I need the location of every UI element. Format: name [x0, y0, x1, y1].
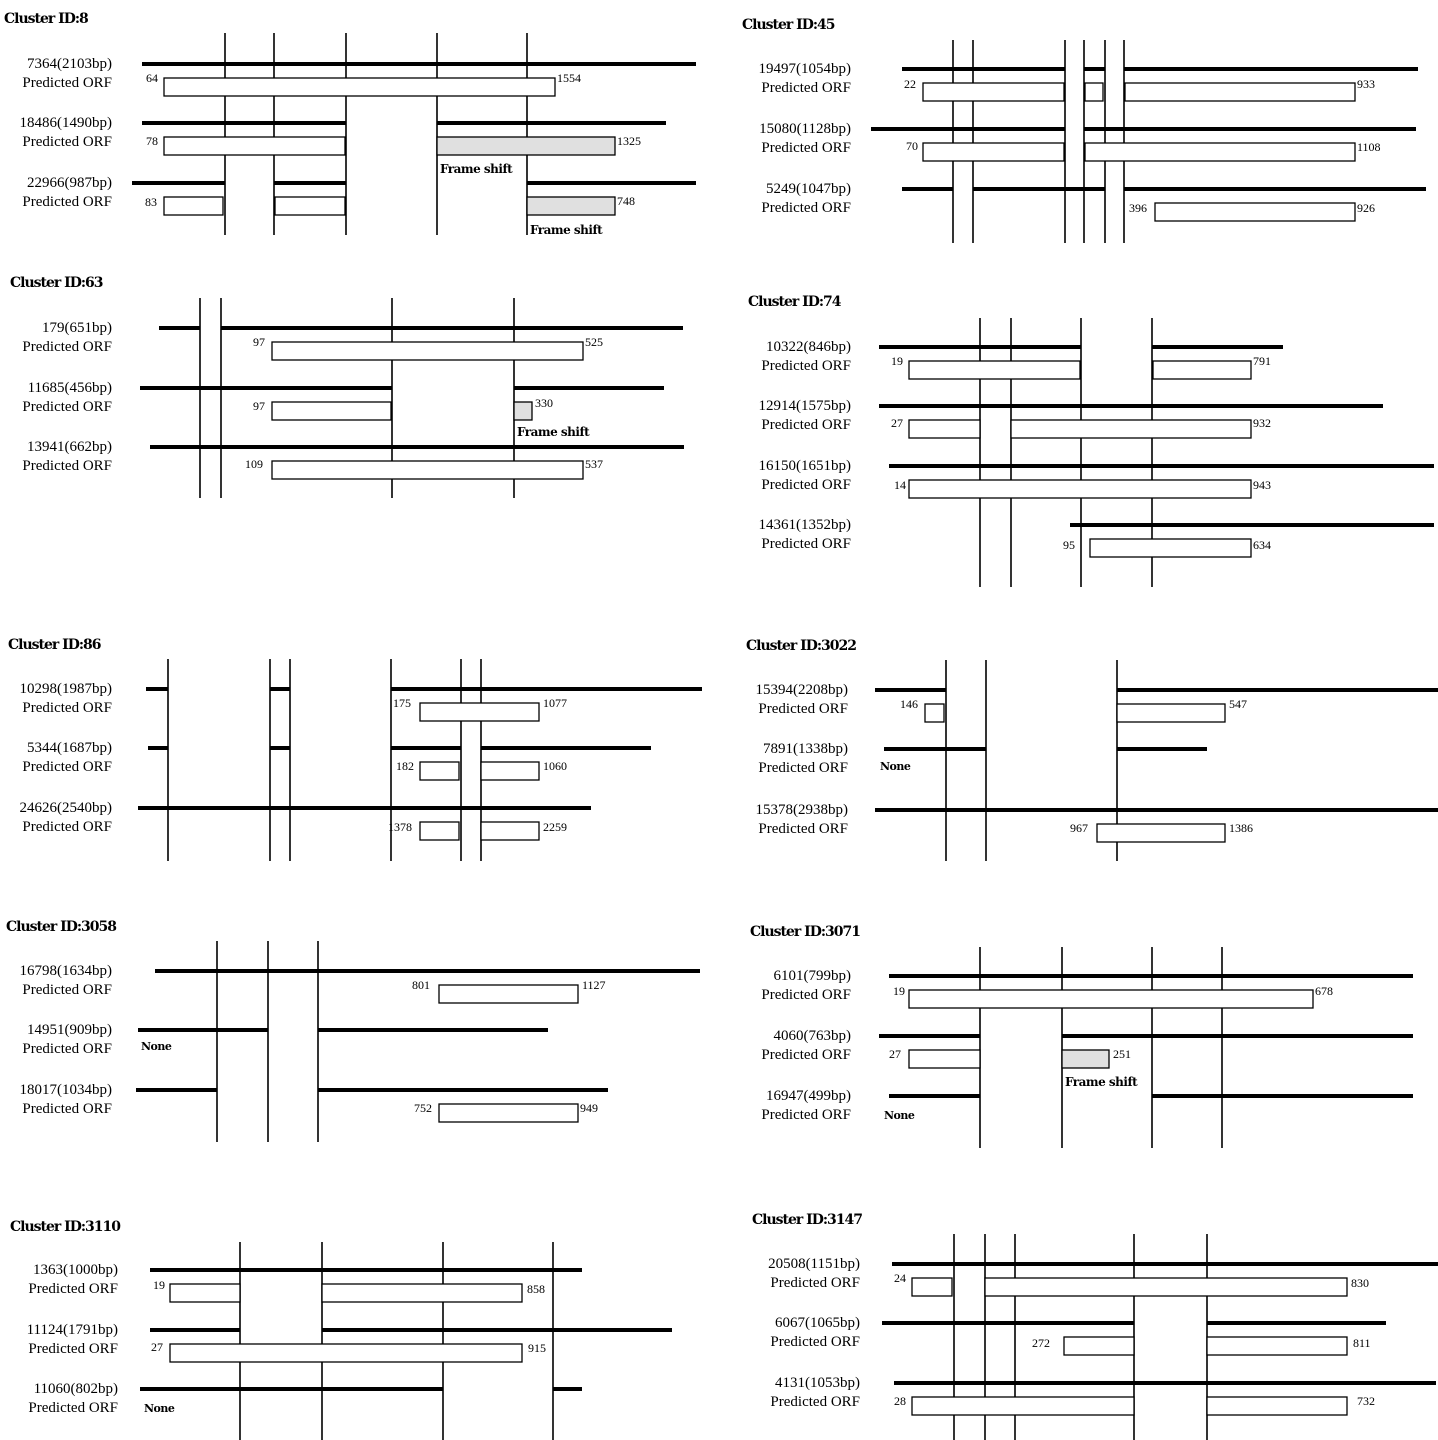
- predicted-orf-label: Predicted ORF: [761, 987, 851, 1003]
- frame-shift-note: Frame shift: [530, 223, 603, 237]
- no-orf-note: None: [141, 1040, 172, 1053]
- orf-start-position: 28: [894, 1394, 906, 1408]
- orf-start-position: 27: [151, 1340, 163, 1354]
- transcript-label: 15378(2938bp): [755, 802, 848, 818]
- orf-end-position: 2259: [543, 820, 567, 834]
- orf-box: [420, 762, 459, 780]
- orf-end-position: 330: [535, 396, 553, 410]
- predicted-orf-label: Predicted ORF: [761, 140, 851, 156]
- orf-box: [1085, 83, 1103, 101]
- orf-box: [1155, 203, 1355, 221]
- transcript-label: 19497(1054bp): [758, 61, 851, 77]
- orf-end-position: 1060: [543, 759, 567, 773]
- predicted-orf-label: Predicted ORF: [22, 819, 112, 835]
- orf-end-position: 525: [585, 335, 603, 349]
- transcript-label: 11685(456bp): [27, 380, 112, 396]
- cluster-title: Cluster ID:74: [748, 294, 841, 310]
- orf-box: [909, 1050, 980, 1068]
- transcript-label: 179(651bp): [42, 320, 112, 336]
- transcript-label: 7891(1338bp): [763, 741, 848, 757]
- cluster-title: Cluster ID:3022: [746, 638, 856, 654]
- orf-box: [923, 83, 1064, 101]
- orf-start-position: 14: [894, 478, 906, 492]
- orf-end-position: 811: [1353, 1336, 1371, 1350]
- predicted-orf-label: Predicted ORF: [22, 339, 112, 355]
- cluster-title: Cluster ID:45: [742, 17, 835, 33]
- orf-start-position: 175: [393, 696, 411, 710]
- orf-end-position: 748: [617, 194, 635, 208]
- orf-box: [164, 137, 345, 155]
- cluster-title: Cluster ID:86: [8, 637, 101, 653]
- predicted-orf-label: Predicted ORF: [22, 982, 112, 998]
- orf-end-position: 1108: [1357, 140, 1381, 154]
- orf-start-position: 396: [1129, 201, 1147, 215]
- predicted-orf-label: Predicted ORF: [761, 358, 851, 374]
- orf-end-position: 915: [528, 1341, 546, 1355]
- predicted-orf-label: Predicted ORF: [22, 134, 112, 150]
- predicted-orf-label: Predicted ORF: [761, 536, 851, 552]
- orf-box: [923, 143, 1064, 161]
- predicted-orf-label: Predicted ORF: [22, 75, 112, 91]
- orf-start-position: 27: [891, 416, 903, 430]
- orf-start-position: 109: [245, 457, 263, 471]
- no-orf-note: None: [144, 1402, 175, 1415]
- predicted-orf-label: Predicted ORF: [770, 1334, 860, 1350]
- orf-end-position: 949: [580, 1101, 598, 1115]
- orf-start-position: 182: [396, 759, 414, 773]
- predicted-orf-label: Predicted ORF: [761, 417, 851, 433]
- transcript-label: 6101(799bp): [773, 968, 851, 984]
- transcript-label: 16150(1651bp): [758, 458, 851, 474]
- orf-start-position: 752: [414, 1101, 432, 1115]
- orf-start-position: 27: [889, 1047, 901, 1061]
- orf-box: [481, 762, 539, 780]
- predicted-orf-label: Predicted ORF: [761, 1107, 851, 1123]
- orf-box: [272, 342, 583, 360]
- predicted-orf-label: Predicted ORF: [770, 1275, 860, 1291]
- orf-end-position: 858: [527, 1282, 545, 1296]
- orf-start-position: 146: [900, 697, 918, 711]
- transcript-label: 6067(1065bp): [775, 1315, 860, 1331]
- no-orf-note: None: [884, 1109, 915, 1122]
- orf-box: [275, 197, 345, 215]
- frameshift-orf-box: [1062, 1050, 1109, 1068]
- orf-start-position: 22: [904, 77, 916, 91]
- transcript-label: 7364(2103bp): [27, 56, 112, 72]
- predicted-orf-label: Predicted ORF: [758, 760, 848, 776]
- predicted-orf-label: Predicted ORF: [22, 458, 112, 474]
- transcript-label: 16798(1634bp): [19, 963, 112, 979]
- orf-box: [322, 1284, 522, 1302]
- orf-start-position: 83: [145, 195, 157, 209]
- transcript-label: 11124(1791bp): [26, 1322, 118, 1338]
- orf-end-position: 1554: [557, 71, 581, 85]
- orf-end-position: 830: [1351, 1276, 1369, 1290]
- orf-end-position: 943: [1253, 478, 1271, 492]
- orf-end-position: 1127: [582, 978, 606, 992]
- predicted-orf-label: Predicted ORF: [28, 1281, 118, 1297]
- orf-box: [1085, 143, 1355, 161]
- orf-box: [481, 822, 539, 840]
- orf-box: [1117, 704, 1225, 722]
- transcript-label: 18017(1034bp): [19, 1082, 112, 1098]
- orf-box: [164, 197, 223, 215]
- orf-end-position: 1325: [617, 134, 641, 148]
- orf-box: [1064, 1337, 1134, 1355]
- predicted-orf-label: Predicted ORF: [770, 1394, 860, 1410]
- orf-start-position: 64: [146, 71, 158, 85]
- orf-box: [439, 1104, 578, 1122]
- transcript-label: 13941(662bp): [27, 439, 112, 455]
- orf-start-position: 97: [253, 335, 265, 349]
- orf-box: [912, 1397, 1134, 1415]
- orf-box: [912, 1278, 952, 1296]
- transcript-label: 15394(2208bp): [755, 682, 848, 698]
- predicted-orf-label: Predicted ORF: [22, 194, 112, 210]
- orf-start-position: 24: [894, 1271, 906, 1285]
- orf-box: [909, 990, 1313, 1008]
- predicted-orf-label: Predicted ORF: [761, 200, 851, 216]
- cluster-title: Cluster ID:3110: [10, 1219, 120, 1235]
- transcript-label: 20508(1151bp): [768, 1256, 860, 1272]
- orf-box: [925, 704, 944, 722]
- orf-start-position: 801: [412, 978, 430, 992]
- orf-box: [909, 420, 980, 438]
- no-orf-note: None: [880, 760, 911, 773]
- orf-end-position: 547: [1229, 697, 1247, 711]
- orf-start-position: 95: [1063, 538, 1075, 552]
- transcript-label: 10298(1987bp): [19, 681, 112, 697]
- transcript-label: 4060(763bp): [773, 1028, 851, 1044]
- orf-end-position: 791: [1253, 354, 1271, 368]
- orf-end-position: 251: [1113, 1047, 1131, 1061]
- orf-box: [1153, 361, 1251, 379]
- frame-shift-note: Frame shift: [440, 162, 513, 176]
- orf-box: [420, 822, 459, 840]
- orf-start-position: 97: [253, 399, 265, 413]
- orf-box: [1090, 539, 1251, 557]
- transcript-label: 15080(1128bp): [759, 121, 851, 137]
- cluster-title: Cluster ID:3071: [750, 924, 860, 940]
- predicted-orf-label: Predicted ORF: [761, 1047, 851, 1063]
- orf-end-position: 933: [1357, 77, 1375, 91]
- predicted-orf-label: Predicted ORF: [28, 1400, 118, 1416]
- orf-box: [985, 1278, 1347, 1296]
- frame-shift-note: Frame shift: [517, 425, 590, 439]
- orf-start-position: 78: [146, 134, 158, 148]
- orf-box: [1097, 824, 1225, 842]
- transcript-label: 4131(1053bp): [775, 1375, 860, 1391]
- orf-end-position: 537: [585, 457, 603, 471]
- transcript-label: 14951(909bp): [27, 1022, 112, 1038]
- predicted-orf-label: Predicted ORF: [758, 701, 848, 717]
- transcript-label: 24626(2540bp): [19, 800, 112, 816]
- orf-end-position: 634: [1253, 538, 1271, 552]
- orf-start-position: 19: [891, 354, 903, 368]
- orf-start-position: 19: [153, 1278, 165, 1292]
- transcript-label: 14361(1352bp): [758, 517, 851, 533]
- orf-box: [1125, 83, 1355, 101]
- predicted-orf-label: Predicted ORF: [28, 1341, 118, 1357]
- predicted-orf-label: Predicted ORF: [22, 399, 112, 415]
- frameshift-orf-box: [514, 402, 532, 420]
- orf-box: [420, 703, 539, 721]
- orf-end-position: 932: [1253, 416, 1271, 430]
- predicted-orf-label: Predicted ORF: [761, 80, 851, 96]
- orf-box: [909, 361, 1080, 379]
- orf-end-position: 1386: [1229, 821, 1253, 835]
- orf-start-position: 272: [1032, 1336, 1050, 1350]
- frame-shift-note: Frame shift: [1065, 1075, 1138, 1089]
- orf-start-position: 19: [893, 984, 905, 998]
- cluster-title: Cluster ID:3147: [752, 1212, 862, 1228]
- predicted-orf-label: Predicted ORF: [761, 477, 851, 493]
- cluster-title: Cluster ID:8: [4, 11, 88, 27]
- transcript-label: 12914(1575bp): [758, 398, 851, 414]
- cluster-title: Cluster ID:3058: [6, 919, 116, 935]
- frameshift-orf-box: [527, 197, 615, 215]
- transcript-label: 22966(987bp): [27, 175, 112, 191]
- orf-box: [909, 480, 1251, 498]
- transcript-label: 1363(1000bp): [33, 1262, 118, 1278]
- orf-box: [439, 985, 578, 1003]
- predicted-orf-label: Predicted ORF: [22, 1101, 112, 1117]
- orf-box: [272, 402, 391, 420]
- orf-start-position: 70: [906, 139, 918, 153]
- transcript-label: 18486(1490bp): [19, 115, 112, 131]
- transcript-label: 10322(846bp): [766, 339, 851, 355]
- transcript-label: 5344(1687bp): [27, 740, 112, 756]
- transcript-label: 11060(802bp): [33, 1381, 118, 1397]
- orf-start-position: 1378: [388, 820, 412, 834]
- cluster-title: Cluster ID:63: [10, 275, 103, 291]
- orf-box: [1011, 420, 1251, 438]
- orf-end-position: 732: [1357, 1394, 1375, 1408]
- predicted-orf-label: Predicted ORF: [758, 821, 848, 837]
- predicted-orf-label: Predicted ORF: [22, 700, 112, 716]
- orf-end-position: 678: [1315, 984, 1333, 998]
- orf-box: [164, 78, 555, 96]
- predicted-orf-label: Predicted ORF: [22, 759, 112, 775]
- frameshift-orf-box: [437, 137, 615, 155]
- transcript-label: 5249(1047bp): [766, 181, 851, 197]
- orf-box: [170, 1344, 522, 1362]
- orf-start-position: 967: [1070, 821, 1088, 835]
- transcript-label: 16947(499bp): [766, 1088, 851, 1104]
- predicted-orf-label: Predicted ORF: [22, 1041, 112, 1057]
- orf-end-position: 1077: [543, 696, 567, 710]
- orf-box: [1207, 1337, 1347, 1355]
- orf-box: [170, 1284, 240, 1302]
- orf-end-position: 926: [1357, 201, 1375, 215]
- orf-box: [272, 461, 583, 479]
- orf-box: [1207, 1397, 1347, 1415]
